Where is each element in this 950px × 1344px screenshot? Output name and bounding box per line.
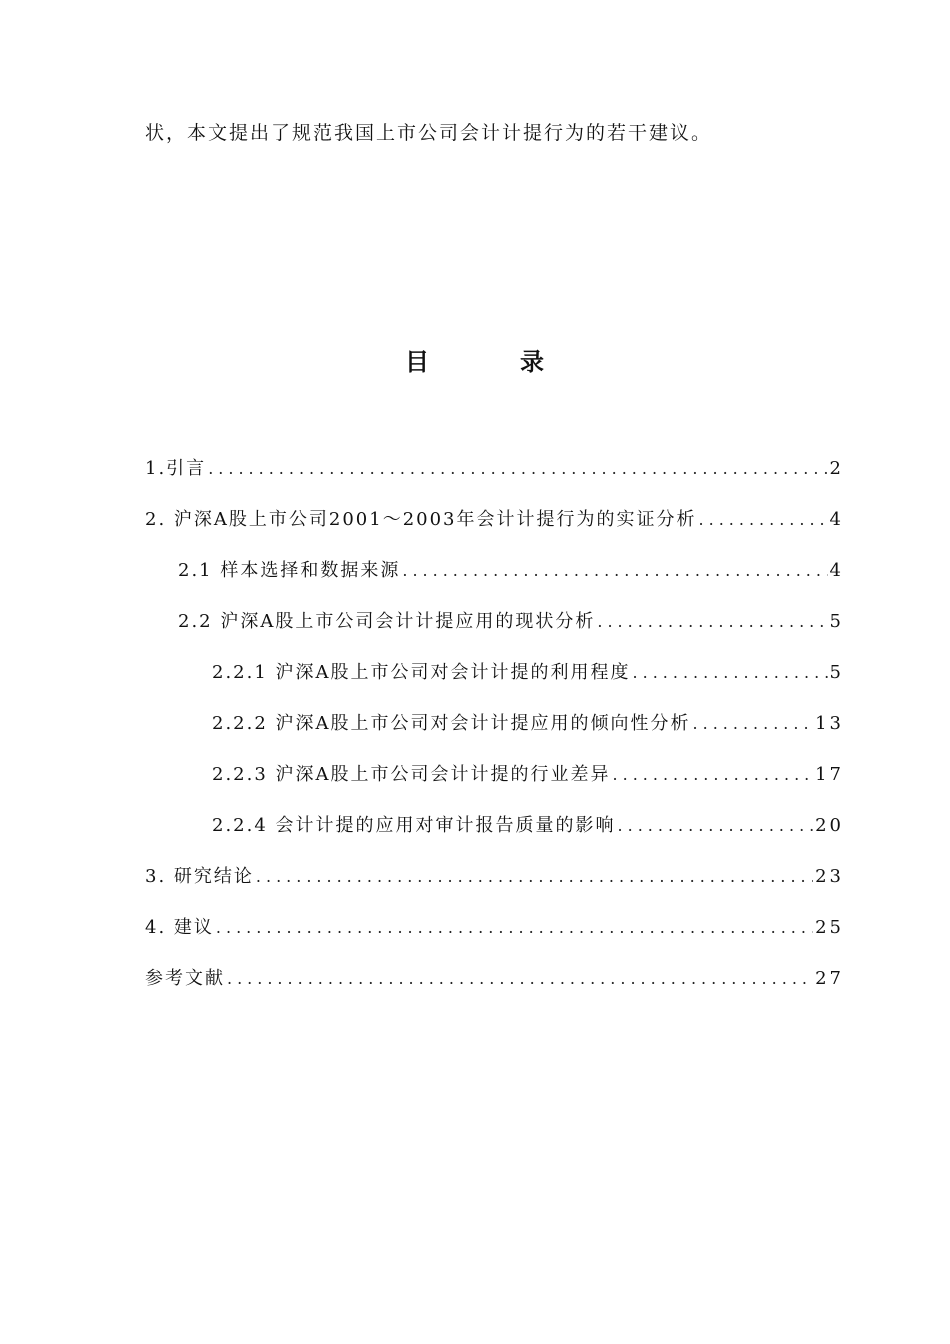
toc-entry-label: 2.2.1 沪深A股上市公司对会计计提的利用程度 [212, 662, 631, 683]
toc-dot-leader [216, 918, 813, 937]
toc-page-number: 5 [829, 611, 844, 632]
toc-dot-leader [597, 612, 827, 631]
toc-dot-leader [613, 765, 814, 784]
toc-entry-introduction[interactable] [145, 454, 844, 480]
toc-entry-industry-difference[interactable] [212, 760, 844, 786]
toc-title-char-1: 目 [405, 347, 429, 376]
toc-entry-label: 2.1 样本选择和数据来源 [178, 560, 401, 581]
toc-entry-references[interactable] [145, 964, 844, 990]
toc-entry-label: 2.2.4 会计计提的应用对审计报告质量的影响 [212, 815, 616, 836]
toc-page-number: 5 [829, 662, 844, 683]
toc-page-number: 20 [815, 815, 844, 836]
toc-entry-label: 2.2 沪深A股上市公司会计计提应用的现状分析 [178, 611, 596, 632]
toc-dot-leader [699, 510, 828, 529]
toc-entry-label: 1.引言 [145, 458, 207, 479]
toc-entry-status-analysis[interactable] [178, 607, 844, 633]
toc-dot-leader [693, 714, 814, 733]
intro-paragraph-tail: 状，本文提出了规范我国上市公司会计计提行为的若干建议。 [145, 122, 713, 144]
toc-entry-label: 参考文献 [145, 968, 225, 989]
toc-entry-label: 3. 研究结论 [145, 866, 254, 887]
toc-page-number: 2 [829, 458, 844, 479]
toc-entry-conclusion[interactable] [145, 862, 844, 888]
toc-dot-leader [256, 867, 813, 886]
toc-entry-suggestions[interactable] [145, 913, 844, 939]
toc-dot-leader [227, 969, 813, 988]
toc-title-char-2: 录 [520, 347, 544, 376]
toc-page-number: 23 [815, 866, 844, 887]
toc-entry-tendency-analysis[interactable] [212, 709, 844, 735]
toc-entry-sample-selection[interactable] [178, 556, 844, 582]
toc-dot-leader [402, 561, 827, 580]
toc-entry-audit-quality[interactable] [212, 811, 844, 837]
toc-page-number: 4 [829, 560, 844, 581]
toc-page-number: 4 [829, 509, 844, 530]
toc-entry-label: 2. 沪深A股上市公司2001～2003年会计计提行为的实证分析 [145, 509, 697, 530]
toc-page-number: 13 [815, 713, 844, 734]
toc-page-number: 17 [815, 764, 844, 785]
toc-entry-empirical-analysis[interactable] [145, 505, 844, 531]
toc-dot-leader [208, 459, 827, 478]
toc-entry-utilization-degree[interactable] [212, 658, 844, 684]
toc-dot-leader [618, 816, 814, 835]
toc-entry-label: 2.2.2 沪深A股上市公司对会计计提应用的倾向性分析 [212, 713, 691, 734]
toc-dot-leader [633, 663, 828, 682]
toc-page-number: 27 [815, 968, 844, 989]
toc-entry-label: 2.2.3 沪深A股上市公司会计计提的行业差异 [212, 764, 611, 785]
toc-entry-label: 4. 建议 [145, 917, 214, 938]
toc-page-number: 25 [815, 917, 844, 938]
